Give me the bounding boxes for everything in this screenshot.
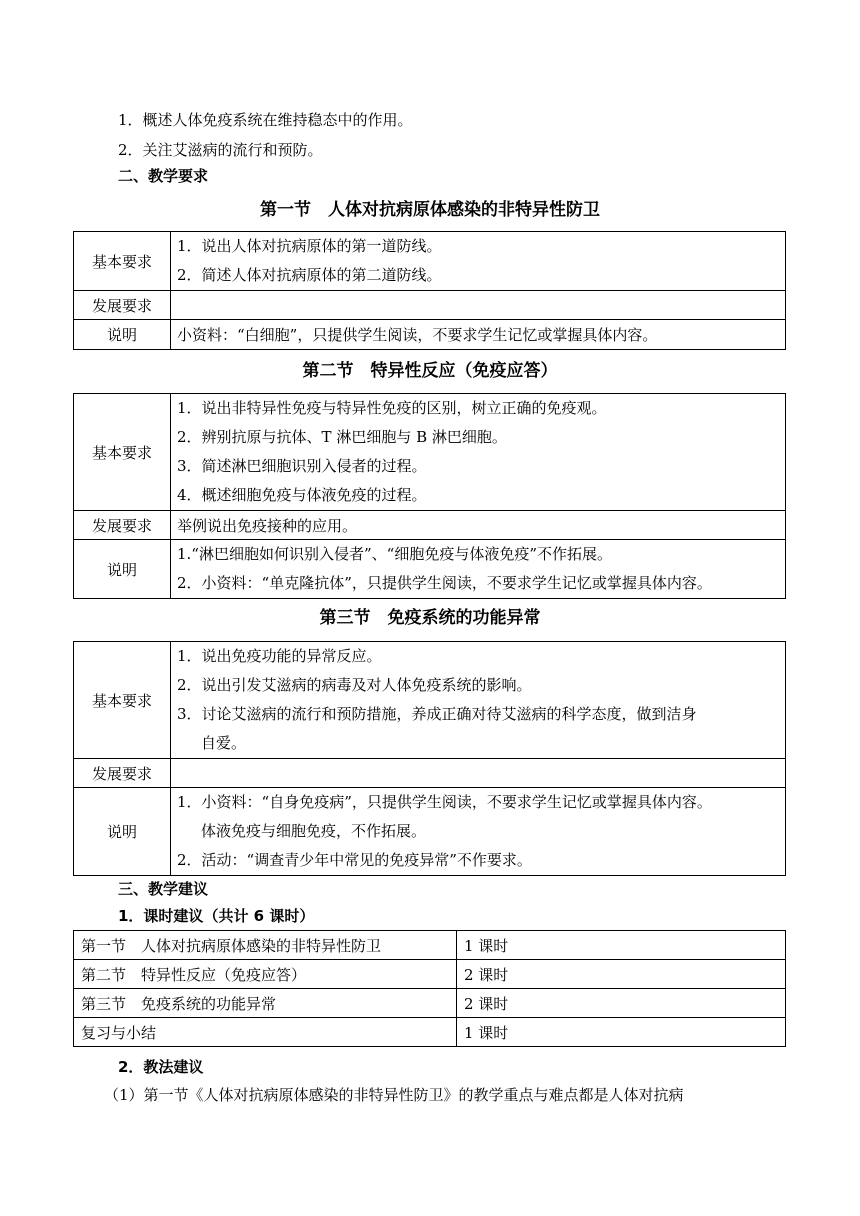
- hours-section-cell: 第二节 特异性反应（免疫应答）: [74, 960, 457, 989]
- section-2-title: 第二节 特异性反应（免疫应答）: [302, 361, 558, 381]
- table-row: [74, 1018, 786, 1047]
- hours-value-cell: 2 课时: [457, 960, 786, 989]
- note-label: 说明: [74, 320, 171, 350]
- note-item-continued: 体液免疫与细胞免疫，不作拓展。: [201, 822, 427, 840]
- table-row: [74, 960, 786, 989]
- develop-cell: [171, 291, 786, 320]
- hours-table: [73, 930, 786, 1047]
- method-heading: 2．教法建议: [118, 1058, 204, 1076]
- heading-teaching-requirements: 二、教学要求: [118, 167, 209, 185]
- hours-section-cell: 复习与小结: [74, 1018, 457, 1047]
- note-cell: [171, 540, 786, 599]
- intro-item-1: 1．概述人体免疫系统在维持稳态中的作用。: [118, 111, 413, 129]
- develop-cell: [171, 511, 786, 540]
- hours-section-cell: 第一节 人体对抗病原体感染的非特异性防卫: [74, 931, 457, 960]
- intro-item-2: 2．关注艾滋病的流行和预防。: [118, 141, 323, 159]
- develop-label: 发展要求: [74, 511, 171, 540]
- requirement-item-continued: 自爱。: [201, 734, 247, 752]
- develop-label: 发展要求: [74, 759, 171, 788]
- basic-cell: [171, 642, 786, 759]
- hours-heading: 1．课时建议（共计 6 课时）: [118, 907, 315, 925]
- requirement-item: 1．说出人体对抗病原体的第一道防线。: [177, 237, 442, 255]
- requirement-item: 3．讨论艾滋病的流行和预防措施，养成正确对待艾滋病的科学态度，做到洁身: [177, 705, 697, 723]
- basic-label: 基本要求: [74, 232, 171, 291]
- hours-value-cell: 1 课时: [457, 931, 786, 960]
- note-cell: [171, 788, 786, 876]
- section-3-title: 第三节 免疫系统的功能异常: [319, 608, 541, 628]
- section-2-table: [73, 393, 786, 599]
- note-label: 说明: [74, 788, 171, 876]
- hours-value-cell: 1 课时: [457, 1018, 786, 1047]
- basic-cell: [171, 394, 786, 511]
- note-text: 小资料：“白细胞”，只提供学生阅读，不要求学生记忆或掌握具体内容。: [177, 326, 658, 344]
- basic-label: 基本要求: [74, 642, 171, 759]
- note-item: 1.“淋巴细胞如何识别入侵者”、“细胞免疫与体液免疫”不作拓展。: [177, 545, 612, 563]
- develop-label: 发展要求: [74, 291, 171, 320]
- develop-text: 举例说出免疫接种的应用。: [177, 516, 358, 535]
- requirement-item: 2．说出引发艾滋病的病毒及对人体免疫系统的影响。: [177, 676, 532, 694]
- hours-value-cell: 2 课时: [457, 989, 786, 1018]
- heading-teaching-suggestions: 三、教学建议: [118, 880, 209, 898]
- requirement-item: 2．辨别抗原与抗体、T 淋巴细胞与 B 淋巴细胞。: [177, 428, 507, 446]
- note-cell: [171, 320, 786, 350]
- requirement-item: 4．概述细胞免疫与体液免疫的过程。: [177, 486, 427, 504]
- basic-cell: [171, 232, 786, 291]
- basic-label: 基本要求: [74, 394, 171, 511]
- note-item: 2．小资料：“单克隆抗体”，只提供学生阅读，不要求学生记忆或掌握具体内容。: [177, 574, 712, 592]
- note-item: 1．小资料：“自身免疫病”，只提供学生阅读，不要求学生记忆或掌握具体内容。: [177, 793, 712, 811]
- requirement-item: 1．说出免疫功能的异常反应。: [177, 647, 382, 665]
- requirement-item: 1．说出非特异性免疫与特异性免疫的区别，树立正确的免疫观。: [177, 399, 607, 417]
- section-1-table: [73, 231, 786, 350]
- requirement-item: 3．简述淋巴细胞识别入侵者的过程。: [177, 457, 427, 475]
- note-item: 2．活动：“调查青少年中常见的免疫异常”不作要求。: [177, 851, 532, 869]
- section-3-table: [73, 641, 786, 876]
- note-label: 说明: [74, 540, 171, 599]
- hours-section-cell: 第三节 免疫系统的功能异常: [74, 989, 457, 1018]
- develop-cell: [171, 759, 786, 788]
- method-paragraph: （1）第一节《人体对抗病原体感染的非特异性防卫》的教学重点与难点都是人体对抗病: [104, 1086, 684, 1104]
- requirement-item: 2．简述人体对抗病原体的第二道防线。: [177, 266, 442, 284]
- section-1-title: 第一节 人体对抗病原体感染的非特异性防卫: [260, 200, 600, 220]
- table-row: [74, 931, 786, 960]
- table-row: [74, 989, 786, 1018]
